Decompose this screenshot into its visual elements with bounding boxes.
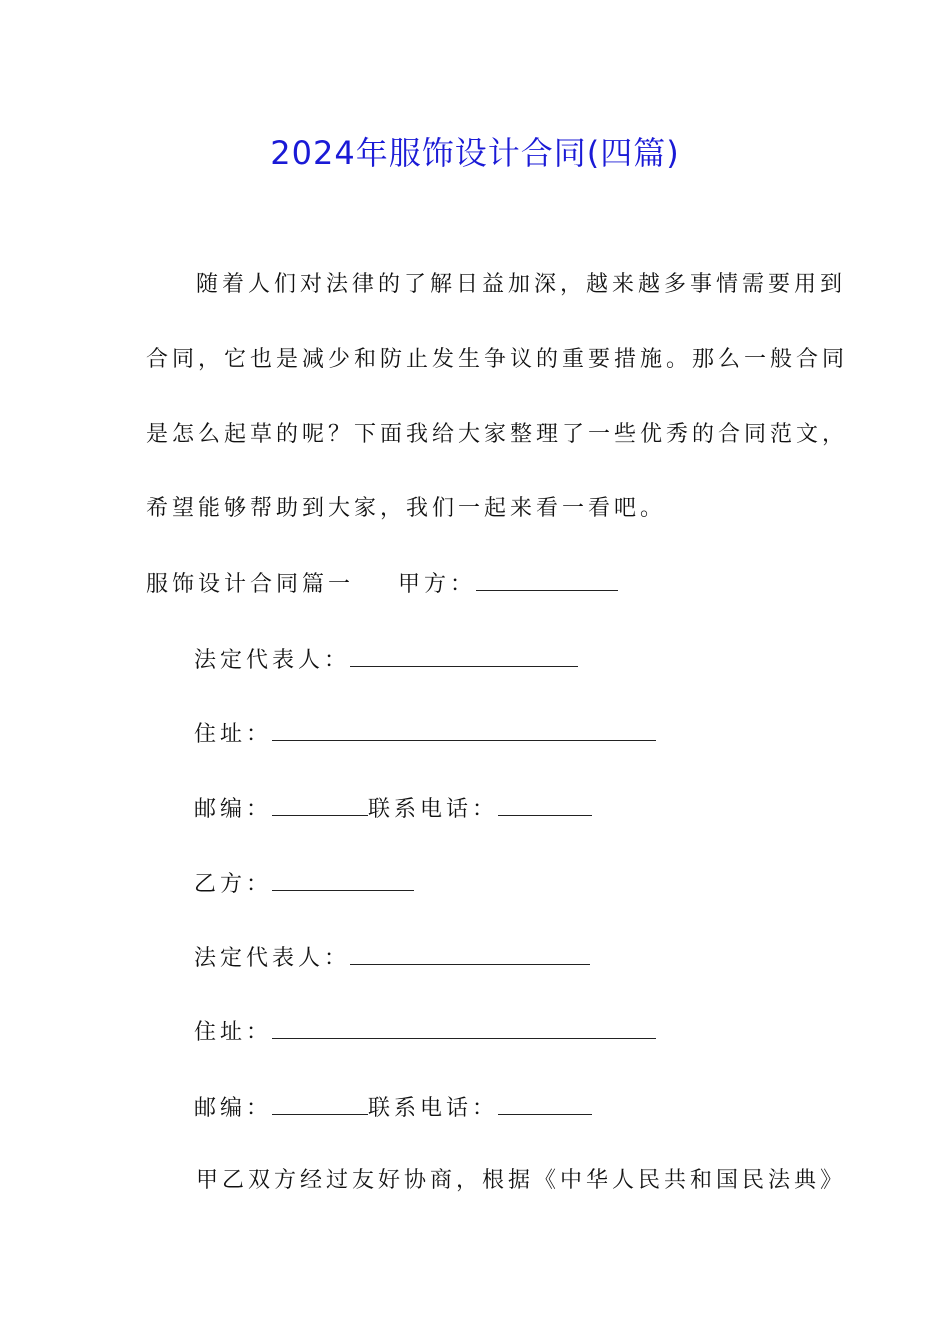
closing-line: 甲乙双方经过友好协商，根据《中华人民共和国民法典》	[196, 1168, 847, 1193]
party-a-address-blank[interactable]	[272, 718, 656, 741]
intro-line-4: 希望能够帮助到大家，我们一起来看一看吧。	[146, 496, 667, 521]
party-b-row	[194, 868, 414, 900]
party-b-address-label: 住址：	[194, 1020, 273, 1045]
party-a-postcode-label: 邮编：	[194, 797, 273, 822]
intro-line-3: 是怎么起草的呢？下面我给大家整理了一些优秀的合同范文，	[146, 422, 849, 447]
party-b-label: 乙方：	[194, 872, 273, 897]
party-a-contact-row	[194, 793, 592, 825]
intro-line-1: 随着人们对法律的了解日益加深，越来越多事情需要用到	[196, 272, 847, 297]
party-b-phone-label: 联系电话：	[368, 1096, 499, 1121]
party-a-address-row	[194, 718, 656, 750]
party-a-address-label: 住址：	[194, 722, 273, 747]
party-b-rep-label: 法定代表人：	[194, 946, 351, 971]
party-b-address-row	[194, 1016, 656, 1048]
party-b-rep-blank[interactable]	[350, 942, 590, 965]
party-b-postcode-blank[interactable]	[272, 1092, 368, 1115]
party-a-row	[146, 568, 618, 600]
party-a-phone-blank[interactable]	[498, 793, 592, 816]
party-a-blank[interactable]	[476, 568, 618, 591]
party-b-contact-row	[194, 1092, 592, 1124]
party-b-postcode-label: 邮编：	[194, 1096, 273, 1121]
section-heading: 服饰设计合同篇一	[146, 572, 355, 597]
document-title: 2024年服饰设计合同(四篇)	[270, 134, 680, 172]
party-a-label: 甲方：	[398, 572, 477, 597]
party-b-blank[interactable]	[272, 868, 414, 891]
party-a-rep-blank[interactable]	[350, 644, 578, 667]
party-a-rep-row	[194, 644, 578, 676]
party-b-rep-row	[194, 942, 590, 974]
party-a-postcode-blank[interactable]	[272, 793, 368, 816]
intro-line-2: 合同，它也是减少和防止发生争议的重要措施。那么一般合同	[146, 347, 849, 372]
party-b-address-blank[interactable]	[272, 1016, 656, 1039]
party-a-rep-label: 法定代表人：	[194, 648, 351, 673]
party-a-phone-label: 联系电话：	[368, 797, 499, 822]
party-b-phone-blank[interactable]	[498, 1092, 592, 1115]
